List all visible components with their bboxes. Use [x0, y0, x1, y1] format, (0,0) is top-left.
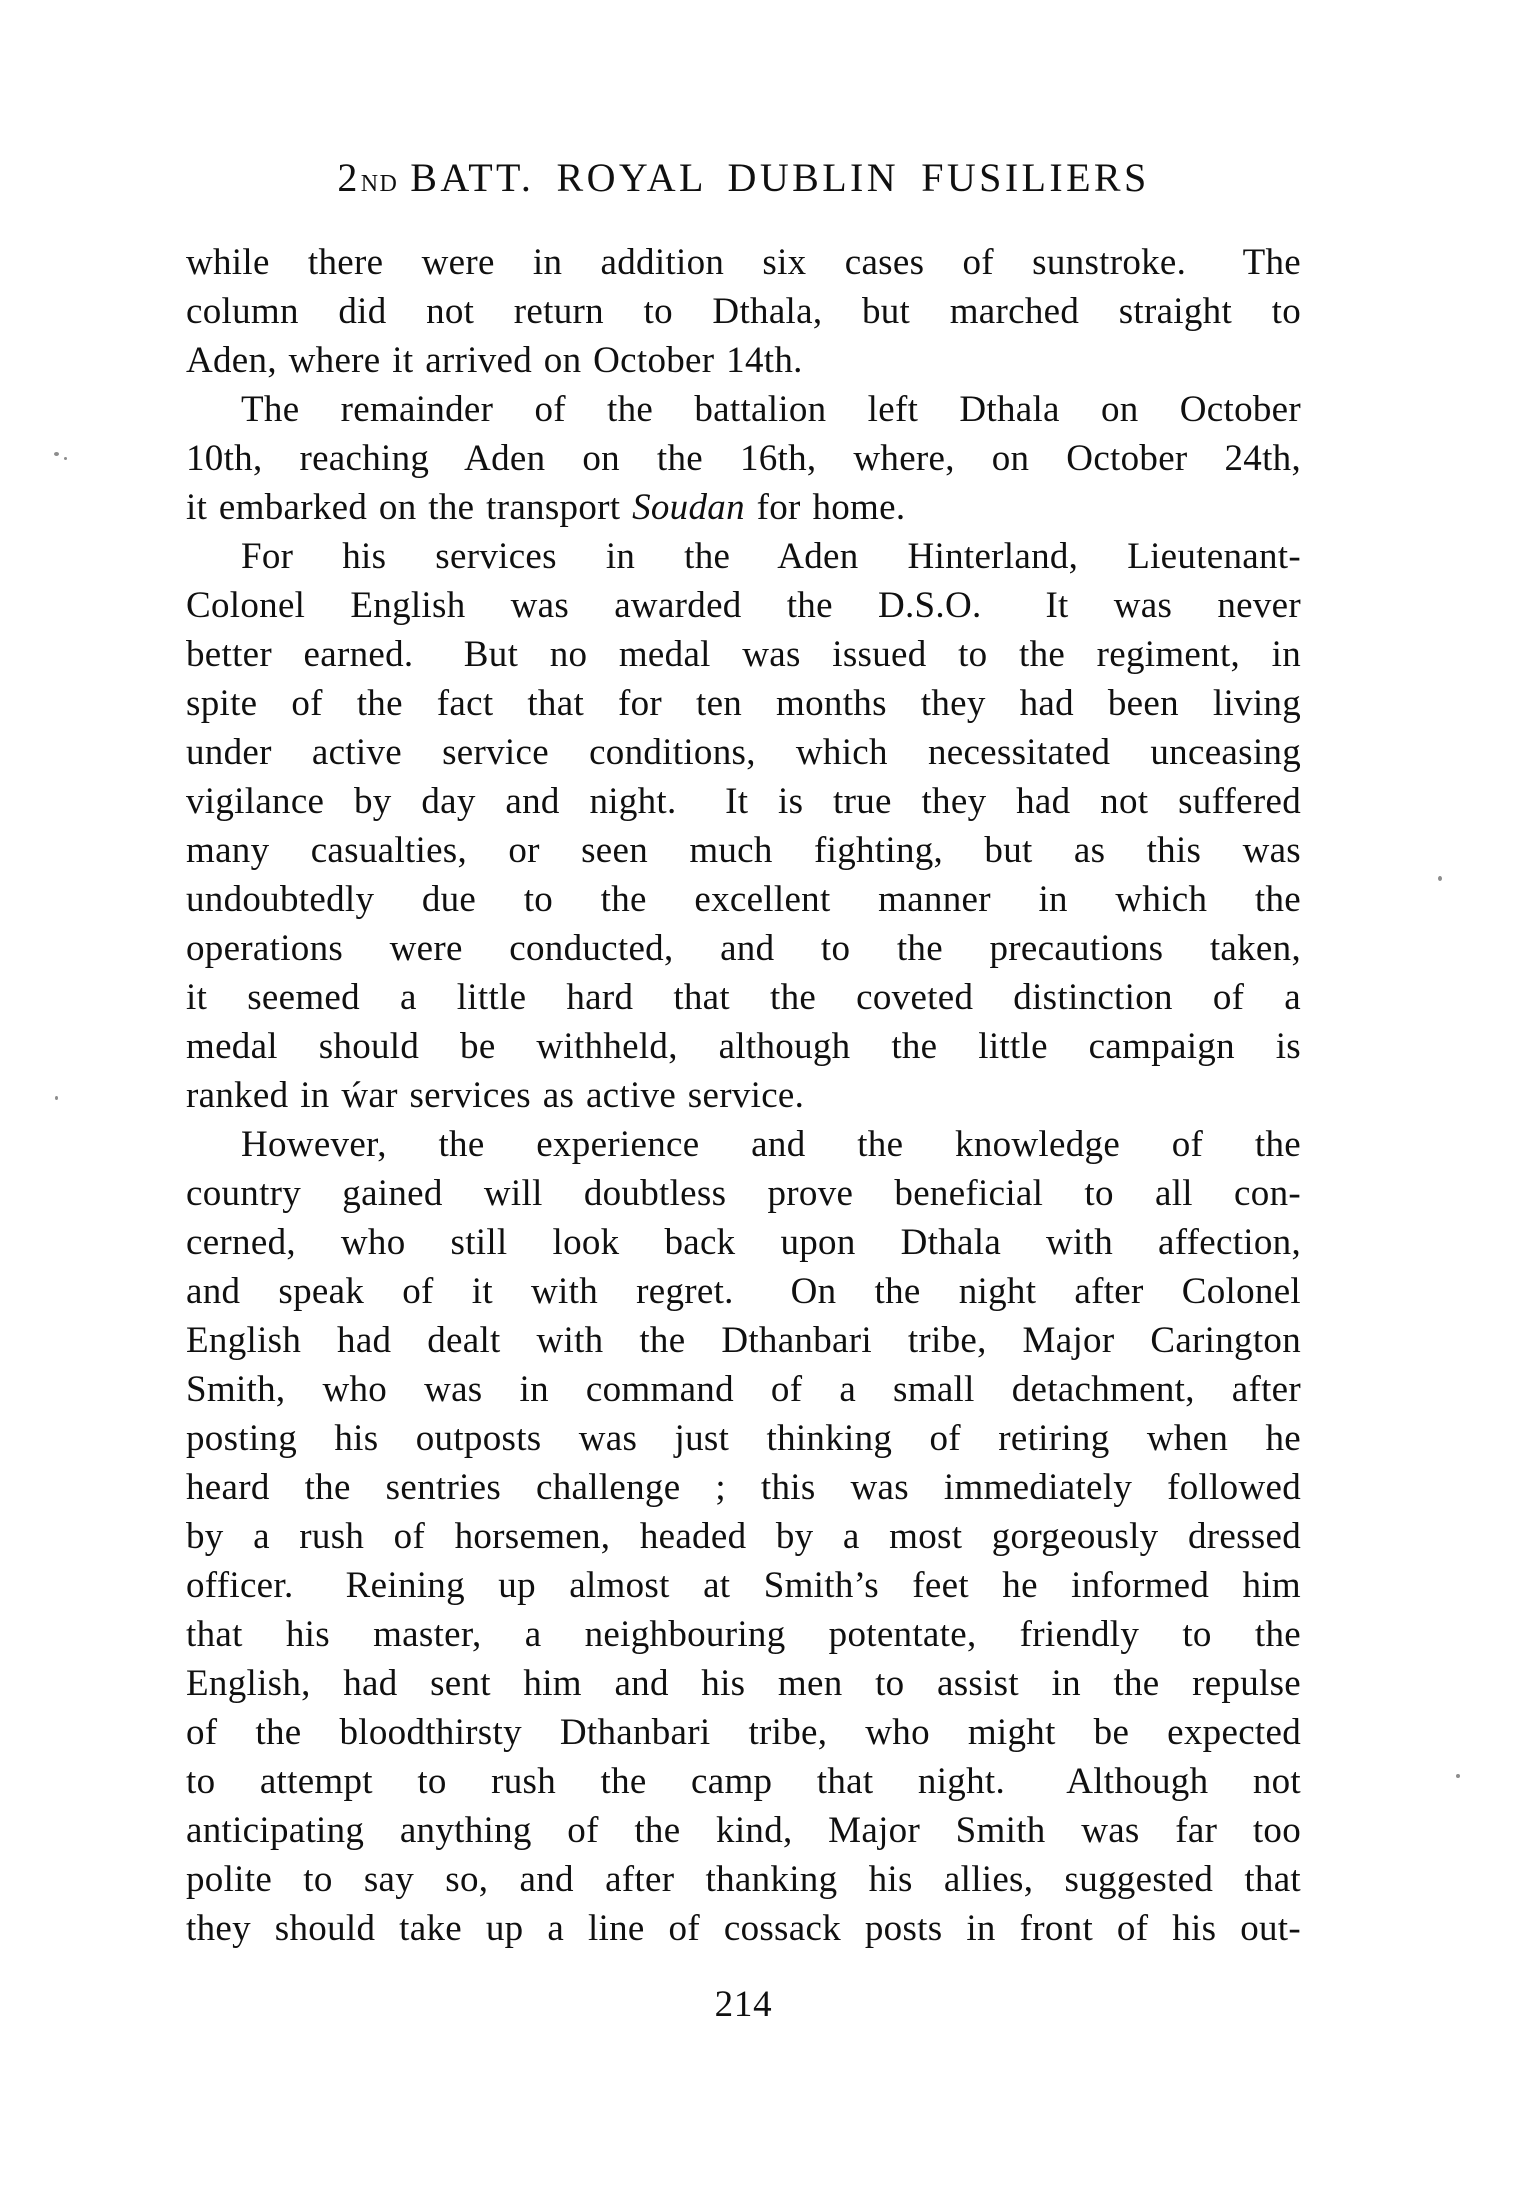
text-line: country gained will doubtless prove beneficial to all con-: [186, 1173, 1301, 1214]
battalion-ordinal: ND: [360, 171, 399, 197]
text-line: For his services in the Aden Hinterland, Lieutenant-: [241, 536, 1301, 577]
text-line: vigilance by day and night. It is true they had not suffered: [186, 781, 1301, 822]
text-line: However, the experience and the knowledge of the: [241, 1124, 1301, 1165]
scan-speck: [55, 1096, 58, 1100]
body-text: [186, 238, 1301, 1953]
text-line: English had dealt with the Dthanbari tribe, Major Carington: [186, 1320, 1301, 1361]
scan-speck: [1456, 1774, 1460, 1778]
text-line: and speak of it with regret. On the night after Colonel: [186, 1271, 1301, 1312]
text-line: anticipating anything of the kind, Major Smith was far too: [186, 1810, 1301, 1851]
text-line: of the bloodthirsty Dthanbari tribe, who might be expected: [186, 1712, 1301, 1753]
text-line: officer. Reining up almost at Smith’s feet he informed him: [186, 1565, 1301, 1606]
text-line: Colonel English was awarded the D.S.O. It was never: [186, 585, 1301, 626]
text-line: they should take up a line of cossack posts in front of his out-: [186, 1908, 1301, 1949]
scan-speck: [64, 457, 67, 460]
scan-speck: [1438, 876, 1442, 881]
ship-name-italic: Soudan: [632, 487, 745, 528]
text-line: Aden, where it arrived on October 14th.: [186, 340, 803, 381]
text-line: by a rush of horsemen, headed by a most gorgeously dressed: [186, 1516, 1301, 1557]
text-line: English, had sent him and his men to assist in the repulse: [186, 1663, 1301, 1704]
text-line: to attempt to rush the camp that night. Although not: [186, 1761, 1301, 1802]
text-line: posting his outposts was just thinking of retiring when he: [186, 1418, 1301, 1459]
text-line: operations were conducted, and to the precautions taken,: [186, 928, 1301, 969]
text-line: it embarked on the transport Soudan for home.: [186, 487, 906, 528]
text-line: under active service conditions, which necessitated unceasing: [186, 732, 1301, 773]
text-line: that his master, a neighbouring potentate, friendly to the: [186, 1614, 1301, 1655]
running-header-title: BATT. ROYAL DUBLIN FUSILIERS: [410, 155, 1150, 200]
text-line: undoubtedly due to the excellent manner in which the: [186, 879, 1301, 920]
text-line: spite of the fact that for ten months they had been living: [186, 683, 1301, 724]
text-line: medal should be withheld, although the little campaign is: [186, 1026, 1301, 1067]
scan-speck: [54, 452, 59, 456]
text-line: many casualties, or seen much fighting, but as this was: [186, 830, 1301, 871]
text-line: heard the sentries challenge ; this was immediately followed: [186, 1467, 1301, 1508]
text-line: better earned. But no medal was issued to the regiment, in: [186, 634, 1301, 675]
text-line: 10th, reaching Aden on the 16th, where, on October 24th,: [186, 438, 1301, 479]
battalion-numeral: 2: [337, 155, 361, 200]
page-number: 214: [714, 1984, 773, 2025]
text-line: ranked in ẃar services as active service.: [186, 1075, 805, 1116]
text-line: while there were in addition six cases of sunstroke. The: [186, 242, 1301, 283]
text-line: Smith, who was in command of a small detachment, after: [186, 1369, 1301, 1410]
text-line: cerned, who still look back upon Dthala with affection,: [186, 1222, 1301, 1263]
text-line: The remainder of the battalion left Dthala on October: [241, 389, 1301, 430]
text-line: it seemed a little hard that the coveted distinction of a: [186, 977, 1301, 1018]
running-header: [186, 155, 1301, 207]
text-line: polite to say so, and after thanking his allies, suggested that: [186, 1859, 1301, 1900]
text-line: column did not return to Dthala, but marched straight to: [186, 291, 1301, 332]
